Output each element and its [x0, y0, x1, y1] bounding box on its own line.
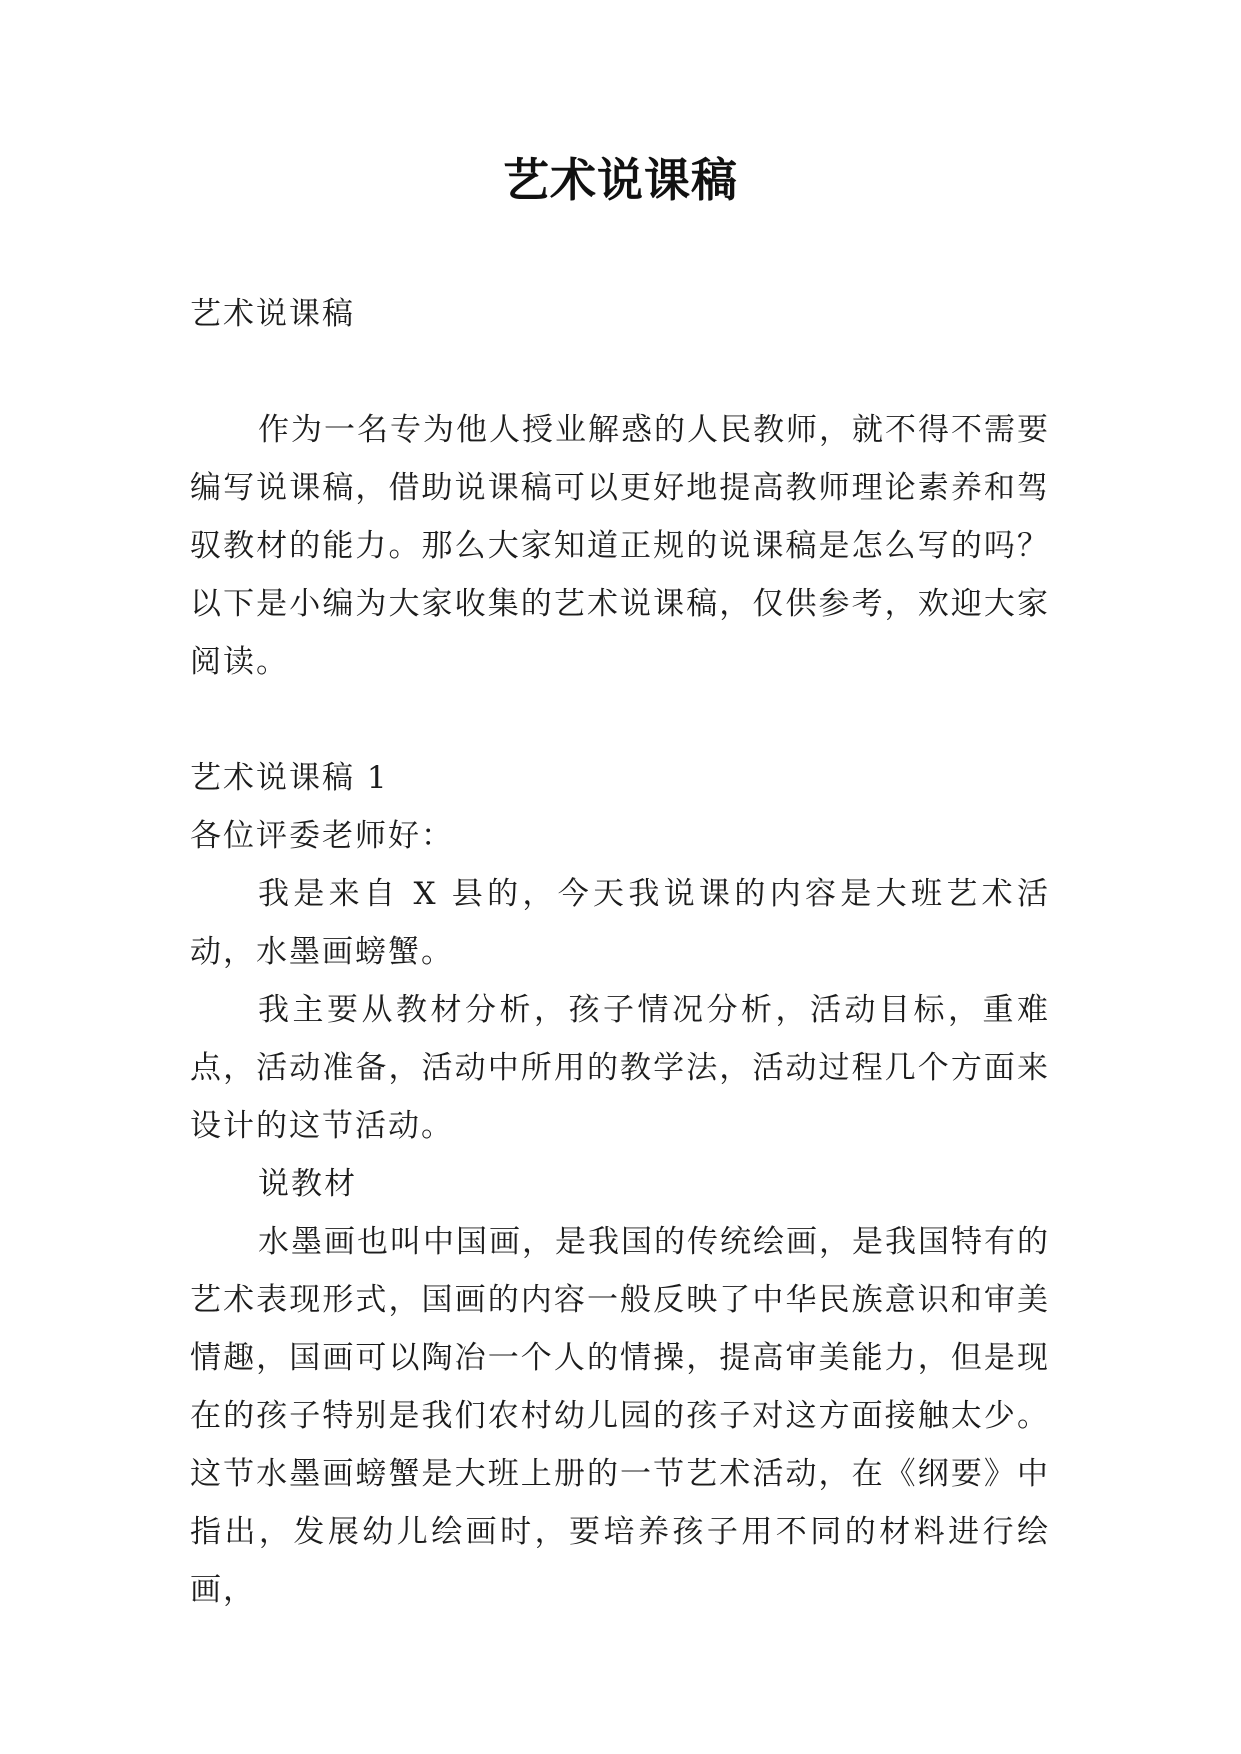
body-paragraph: 水墨画也叫中国画，是我国的传统绘画，是我国特有的艺术表现形式，国画的内容一般反映了中华民族意识和审美情趣，国画可以陶冶一个人的情操，提高审美能力，但是现在的孩子特别是我们农村幼儿园的孩子对这方面接触太少。这节水墨画螃蟹是大班上册的一节艺术活动，在《纲要》中指出，发展幼儿绘画时，要培养孩子用不同的材料进行绘画， — [190, 1224, 1050, 1608]
subsection-heading: 说教材 — [258, 1166, 357, 1202]
document-subtitle: 艺术说课稿 — [190, 296, 355, 332]
greeting-line: 各位评委老师好： — [190, 818, 454, 854]
body-paragraph: 我主要从教材分析，孩子情况分析，活动目标，重难点，活动准备，活动中所用的教学法，活动过程几个方面来设计的这节活动。 — [190, 992, 1050, 1144]
intro-paragraph: 作为一名专为他人授业解惑的人民教师，就不得不需要编写说课稿，借助说课稿可以更好地提高教师理论素养和驾驭教材的能力。那么大家知道正规的说课稿是怎么写的吗？以下是小编为大家收集的艺术说课稿，仅供参考，欢迎大家阅读。 — [190, 412, 1050, 680]
document-title: 艺术说课稿 — [503, 153, 738, 207]
document-body — [190, 285, 1050, 1619]
section-heading: 艺术说课稿 1 — [190, 760, 389, 796]
body-paragraph: 我是来自 X 县的，今天我说课的内容是大班艺术活动，水墨画螃蟹。 — [190, 876, 1050, 970]
